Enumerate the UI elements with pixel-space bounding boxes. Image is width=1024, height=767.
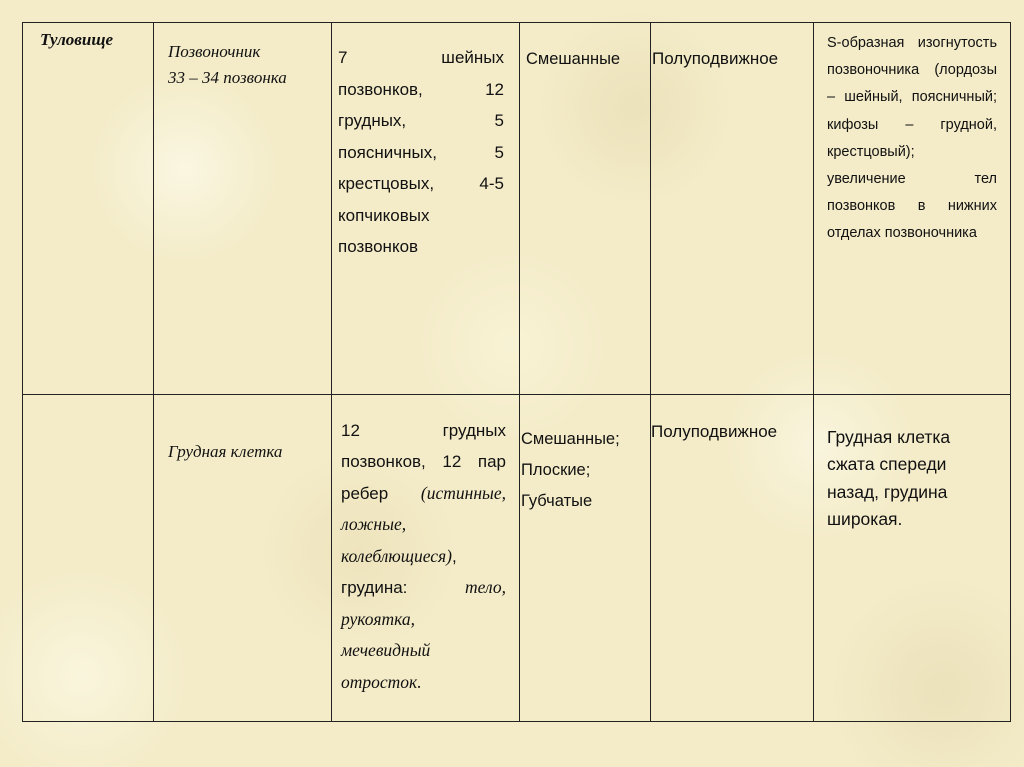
mobility-cell (651, 23, 814, 395)
composition-cell (332, 23, 520, 395)
part-name: Грудная клетка (168, 441, 283, 461)
mobility-text: Полуподвижное (652, 49, 779, 68)
composition-main: 12 грудных позвонков, 12 пар ребер (341, 420, 506, 503)
mobility-text: Полуподвижное (651, 421, 778, 441)
table-row (23, 23, 1011, 395)
features-text: Грудная клетка сжата спереди назад, грудина широкая. (827, 426, 951, 530)
part-label (154, 23, 331, 91)
features-cell (814, 394, 1011, 721)
table-row (23, 394, 1011, 721)
composition-cell (332, 394, 520, 721)
section-cell (23, 23, 154, 395)
composition-text: 7 шейных позвонков, 12 грудных, 5 поясничных, 5 крестцовых, 4-5 копчиковых позвонков (338, 48, 504, 256)
sternum-label: , грудина: (341, 546, 457, 598)
sternum-parts: тело, рукоятка, мечевидный отросток. (341, 577, 506, 692)
joints-text: Смешанные (526, 50, 621, 68)
features-text: S-образная изогнутость позвоночника (лордозы – шейный, поясничный; кифозы – грудной, крестцовый); увеличение тел позвонков в нижних отделах позвоночника (827, 35, 997, 242)
section-label: Туловище (40, 30, 114, 49)
joints-cell (520, 23, 651, 395)
composition-text (332, 395, 519, 699)
features-cell (814, 23, 1011, 395)
joint-type: Плоские; (521, 460, 591, 479)
joint-type: Губчатые (521, 491, 593, 510)
section-label (23, 395, 153, 402)
skeleton-table (22, 22, 1011, 722)
joint-type: Смешанные; (521, 429, 620, 448)
part-cell (154, 23, 332, 395)
part-count: 33 – 34 позвонка (168, 68, 287, 87)
mobility-cell (651, 394, 814, 721)
section-cell (23, 394, 154, 721)
rib-types: (истинные, ложные, колеблющиеся) (341, 482, 506, 566)
part-label (154, 395, 331, 465)
part-cell (154, 394, 332, 721)
part-name: Позвоночник (168, 42, 261, 61)
joints-list (520, 395, 650, 517)
joints-cell (520, 394, 651, 721)
